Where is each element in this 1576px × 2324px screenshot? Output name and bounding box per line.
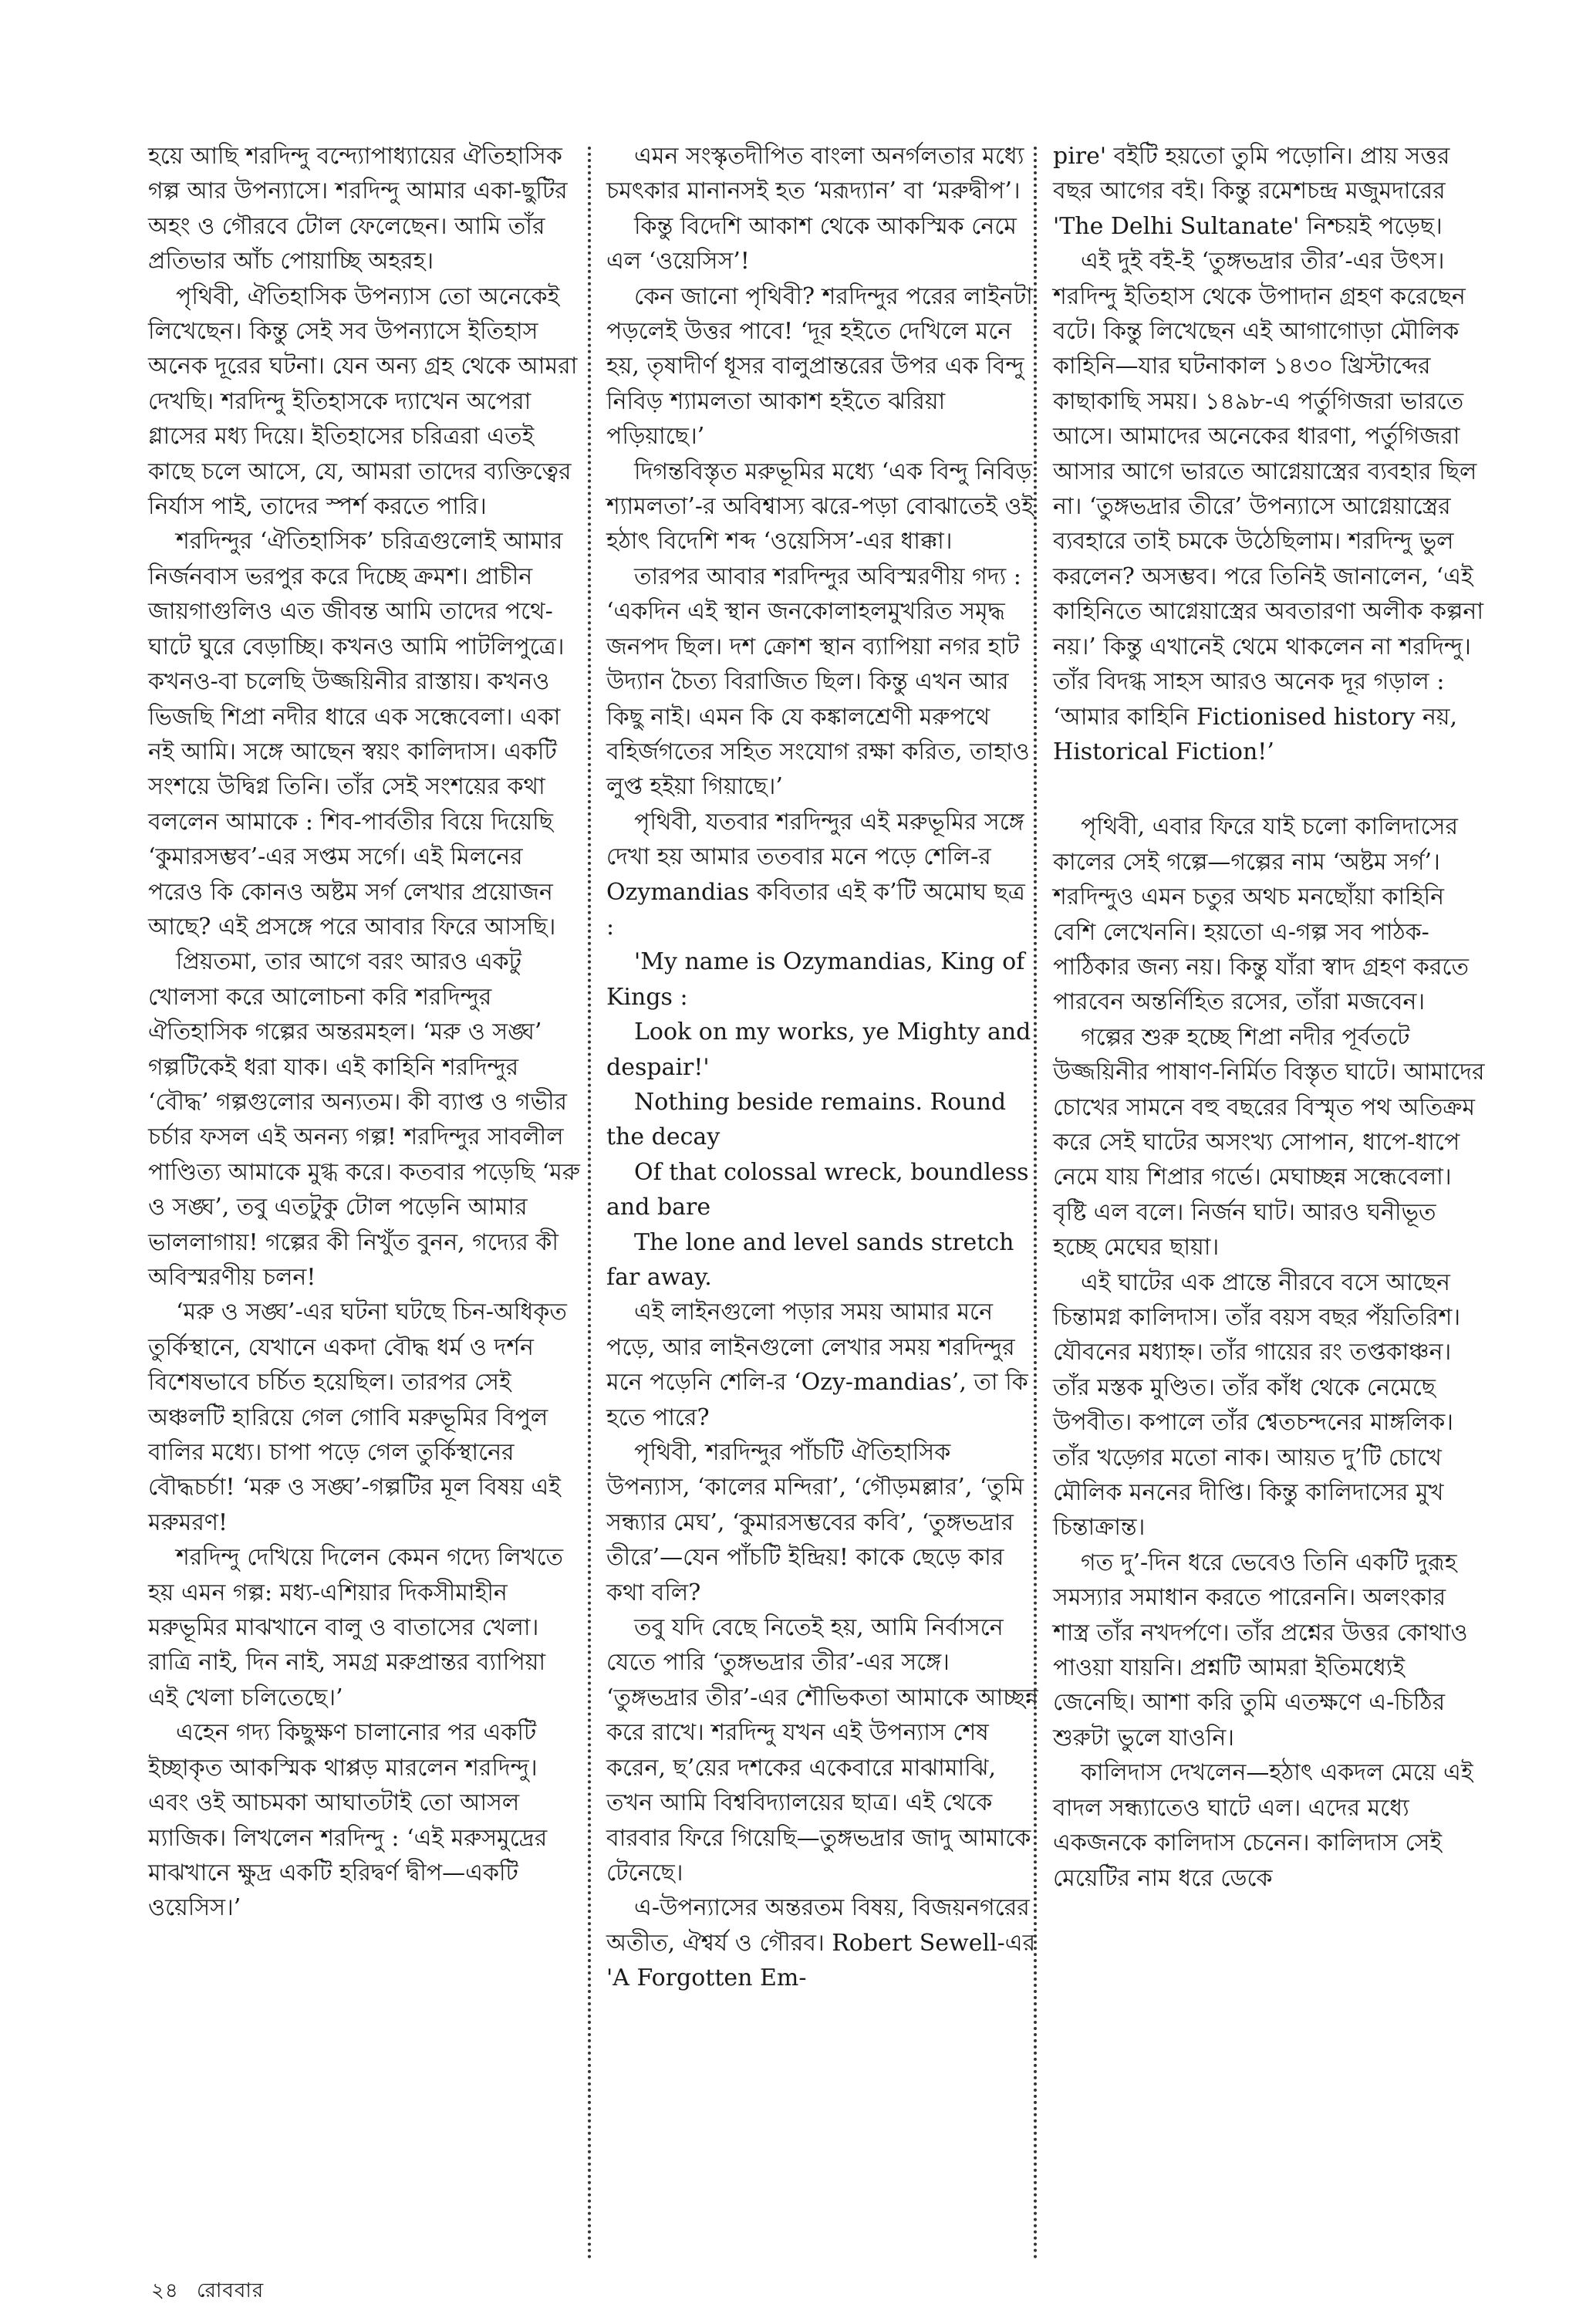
magazine-name: রোববার: [197, 2279, 265, 2302]
paragraph: এই ঘাটের এক প্রান্তে নীরবে বসে আছেন চিন্তামগ্ন কালিদাস। তাঁর বয়স বছর পঁয়তিরিশ। যৌবনের মধ্যাহ্ন। তাঁর গায়ের রং তপ্তকাঞ্চন। তাঁর মস্তক মুণ্ডিত। তাঁর কাঁধ থেকে নেমেছে উপবীত। কপালে তাঁর শ্বেতচন্দনের মাঙ্গলিক। তাঁর খড়্গের মতো নাক। আয়ত দু’টি চোখে মৌলিক মননের দীপ্তি। কিন্তু কালিদাসের মুখ চিন্তাক্রান্ত।: [1053, 1268, 1461, 1542]
paragraph: পৃথিবী, শরদিন্দুর পাঁচটি ঐতিহাসিক উপন্যাস, ‘কালের মন্দিরা’, ‘গৌড়মল্লার’, ‘তুমি সন্ধ্যার মেঘ’, ‘কুমারসম্ভবের কবি’, ‘তুঙ্গভদ্রার তীরে’—যেন পাঁচটি ইন্দ্রিয়! কাকে ছেড়ে কার কথা বলি?: [606, 1439, 1024, 1606]
poem-line: Of that colossal wreck, boundless and bare: [606, 1158, 1029, 1221]
poem-line: The lone and level sands stretch far away.: [606, 1228, 1014, 1291]
text-column-1: [148, 139, 580, 1926]
paragraph: তারপর আবার শরদিন্দুর অবিস্মরণীয় গদ্য : ‘একদিন এই স্থান জনকোলাহলমুখরিত সমৃদ্ধ জনপদ ছিল। দশ ক্রোশ স্থান ব্যাপিয়া নগর হাট উদ্যান চৈত্য বিরাজিত ছিল। কিন্তু এখন আর কিছু নাই। এমন কি যে কঙ্কালশ্রেণী মরুপথে বহির্জগতের সহিত সংযোগ রক্ষা করিত, তাহাও লুপ্ত হইয়া গিয়াছে।’: [606, 562, 1030, 801]
text-column-3: [1053, 139, 1485, 1896]
paragraph: এমন সংস্কৃতদীপিত বাংলা অনর্গলতার মধ্যে চমৎকার মানানসই হত ‘মরূদ্যান’ বা ‘মরুদ্বীপ’।: [606, 143, 1024, 205]
paragraph: পৃথিবী, যতবার শরদিন্দুর এই মরুভূমির সঙ্গে দেখা হয় আমার ততবার মনে পড়ে শেলি-র Ozymandias কবিতার এই ক’টি অমোঘ ছত্র :: [606, 808, 1025, 941]
paragraph: দিগন্তবিস্তৃত মরুভূমির মধ্যে ‘এক বিন্দু নিবিড় শ্যামলতা’-র অবিশ্বাস্য ঝরে-পড়া বোঝাতেই ওই হঠাৎ বিদেশি শব্দ ‘ওয়েসিস’-এর ধাক্কা।: [606, 458, 1034, 556]
paragraph: এই লাইনগুলো পড়ার সময় আমার মনে পড়ে, আর লাইনগুলো লেখার সময় শরদিন্দুর মনে পড়েনি শেলি-র ‘Ozy-mandias’, তা কি হতে পারে?: [606, 1299, 1028, 1431]
paragraph: গত দু’-দিন ধরে ভেবেও তিনি একটি দুরূহ সমস্যার সমাধান করতে পারেননি। অলংকার শাস্ত্র তাঁর নখদর্পণে। তাঁর প্রশ্নের উত্তর কোথাও পাওয়া যায়নি। প্রশ্নটি আমরা ইতিমধ্যেই জেনেছি। আশা করি তুমি এতক্ষণে এ-চিঠির শুরুটা ভুলে যাওনি।: [1053, 1549, 1468, 1751]
paragraph: কালিদাস দেখলেন—হঠাৎ একদল মেয়ে এই বাদল সন্ধ্যাতেও ঘাটে এল। এদের মধ্যে একজনকে কালিদাস চেনেন। কালিদাস সেই মেয়েটির নাম ধরে ডেকে: [1053, 1759, 1473, 1892]
column-divider: [1034, 147, 1037, 2261]
paragraph: pire' বইটি হয়তো তুমি পড়োনি। প্রায় সত্তর বছর আগের বই। কিন্তু রমেশচন্দ্র মজুমদারের 'The Delhi Sultanate' নিশ্চয়ই পড়েছ।: [1053, 143, 1450, 240]
paragraph: কেন জানো পৃথিবী? শরদিন্দুর পরের লাইনটা পড়লেই উত্তর পাবে! ‘দূর হইতে দেখিলে মনে হয়, তৃষাদীর্ণ ধূসর বালুপ্রান্তরের উপর এক বিন্দু নিবিড় শ্যামলতা আকাশ হইতে ঝরিয়া পড়িয়াছে।’: [606, 282, 1033, 451]
poem-line: Look on my works, ye Mighty and despair!': [606, 1018, 1031, 1081]
paragraph: এ-উপন্যাসের অন্তরতম বিষয়, বিজয়নগরের অতীত, ঐশ্বর্য ও গৌরব। Robert Sewell-এর 'A Forgotten Em-: [606, 1894, 1036, 1992]
paragraph: হয়ে আছি শরদিন্দু বন্দ্যোপাধ্যায়ের ঐতিহাসিক গল্প আর উপন্যাসে। শরদিন্দু আমার একা-ছুটির অহং ও গৌরবে টোল ফেলেছেন। আমি তাঁর প্রতিভার আঁচ পোয়াচ্ছি অহরহ।: [148, 143, 568, 275]
poem-line: Nothing beside remains. Round the decay: [606, 1088, 1007, 1151]
section-paragraph: পৃথিবী, এবার ফিরে যাই চলো কালিদাসের কালের সেই গল্পে—গল্পের নাম ‘অষ্টম সর্গ’। শরদিন্দুও এমন চতুর অথচ মনছোঁয়া কাহিনি বেশি লেখেননি। হয়তো এ-গল্প সব পাঠক-পাঠিকার জন্য নয়। কিন্তু যাঁরা স্বাদ গ্রহণ করতে পারবেন অন্তর্নিহিত রসের, তাঁরা মজবেন।: [1053, 813, 1469, 1016]
paragraph: পৃথিবী, ঐতিহাসিক উপন্যাস তো অনেকেই লিখেছেন। কিন্তু সেই সব উপন্যাসে ইতিহাস অনেক দূরের ঘটনা। যেন অন্য গ্রহ থেকে আমরা দেখছি। শরদিন্দু ইতিহাসকে দ্যাখেন অপেরা গ্লাসের মধ্য দিয়ে। ইতিহাসের চরিত্ররা এতই কাছে চলে আসে, যে, আমরা তাদের ব্যক্তিত্বের নির্যাস পাই, তাদের স্পর্শ করতে পারি।: [148, 282, 578, 521]
paragraph: তবু যদি বেছে নিতেই হয়, আমি নির্বাসনে যেতে পারি ‘তুঙ্গভদ্রার তীর’-এর সঙ্গে। ‘তুঙ্গভদ্রার তীর’-এর শৌভিকতা আমাকে আচ্ছন্ন করে রাখে। শরদিন্দু যখন এই উপন্যাস শেষ করেন, ছ’য়ের দশকের একেবারে মাঝামাঝি, তখন আমি বিশ্ববিদ্যালয়ের ছাত্র। এই থেকে বারবার ফিরে গিয়েছি—তুঙ্গভদ্রার জাদু আমাকে টেনেছে।: [606, 1614, 1038, 1887]
page-footer: [151, 2275, 275, 2309]
paragraph: ‘মরু ও সঙ্ঘ’-এর ঘটনা ঘটছে চিন-অধিকৃত তুর্কিস্থানে, যেখানে একদা বৌদ্ধ ধর্ম ও দর্শন বিশেষভাবে চর্চিত হয়েছিল। তারপর সেই অঞ্চলটি হারিয়ে গেল গোবি মরুভূমির বিপুল বালির মধ্যে। চাপা পড়ে গেল তুর্কিস্থানের বৌদ্ধচর্চা! ‘মরু ও সঙ্ঘ’-গল্পটির মূল বিষয় এই মরুমরণ!: [148, 1299, 567, 1536]
paragraph: শরদিন্দু দেখিয়ে দিলেন কেমন গদ্যে লিখতে হয় এমন গল্প: মধ্য-এশিয়ার দিকসীমাহীন মরুভূমির মাঝখানে বালু ও বাতাসের খেলা। রাত্রি নাই, দিন নাই, সমগ্র মরুপ্রান্তর ব্যাপিয়া এই খেলা চলিতেছে।’: [148, 1544, 564, 1711]
paragraph: এই দুই বই-ই ‘তুঙ্গভদ্রার তীর’-এর উৎস। শরদিন্দু ইতিহাস থেকে উপাদান গ্রহণ করেছেন বটে। কিন্তু লিখেছেন এই আগাগোড়া মৌলিক কাহিনি—যার ঘটনাকাল ১৪৩০ খ্রিস্টাব্দের কাছাকাছি সময়। ১৪৯৮-এ পর্তুগিজরা ভারতে আসে। আমাদের অনেকের ধারণা, পর্তুগিজরা আসার আগে ভারতে আগ্নেয়াস্ত্রের ব্যবহার ছিল না। ‘তুঙ্গভদ্রার তীরে’ উপন্যাসে আগ্নেয়াস্ত্রের ব্যবহারে তাই চমকে উঠেছিলাম। শরদিন্দু ভুল করলেন? অসম্ভব। পরে তিনিই জানালেন, ‘এই কাহিনিতে আগ্নেয়াস্ত্রের অবতারণা অলীক কল্পনা নয়।’ কিন্তু এখানেই থেমে থাকলেন না শরদিন্দু। তাঁর বিদগ্ধ সাহস আরও অনেক দূর গড়াল : ‘আমার কাহিনি Fictionised history নয়, Historical Fiction!’: [1053, 248, 1484, 765]
paragraph: কিন্তু বিদেশি আকাশ থেকে আকস্মিক নেমে এল ‘ওয়েসিস’!: [606, 212, 1017, 275]
page-number: ২৪: [151, 2279, 179, 2302]
paragraph: প্রিয়তমা, তার আগে বরং আরও একটু খোলসা করে আলোচনা করি শরদিন্দুর ঐতিহাসিক গল্পের অন্তরমহল। ‘মরু ও সঙ্ঘ’ গল্পটিকেই ধরা যাক। এই কাহিনি শরদিন্দুর ‘বৌদ্ধ’ গল্পগুলোর অন্যতম। কী ব্যাপ্ত ও গভীর চর্চার ফসল এই অনন্য গল্প! শরদিন্দুর সাবলীল পাণ্ডিত্য আমাকে মুগ্ধ করে। কতবার পড়েছি ‘মরু ও সঙ্ঘ’, তবু এতটুকু টোল পড়েনি আমার ভাললাগায়! গল্পের কী নিখুঁত বুনন, গদ্যের কী অবিস্মরণীয় চলন!: [148, 948, 580, 1291]
paragraph: গল্পের শুরু হচ্ছে শিপ্রা নদীর পূর্বতটে উজ্জয়িনীর পাষাণ-নির্মিত বিস্তৃত ঘাটে। আমাদের চোখের সামনে বহু বছরের বিস্মৃত পথ অতিক্রম করে সেই ঘাটের অসংখ্য সোপান, ধাপে-ধাপে নেমে যায় শিপ্রার গর্ভে। মেঘাচ্ছন্ন সন্ধেবেলা। বৃষ্টি এল বলে। নির্জন ঘাট। আরও ঘনীভূত হচ্ছে মেঘের ছায়া।: [1053, 1023, 1485, 1262]
text-column-2: [606, 139, 1038, 1996]
paragraph: এহেন গদ্য কিছুক্ষণ চালানোর পর একটি ইচ্ছাকৃত আকস্মিক থাপ্পড় মারলেন শরদিন্দু। এবং ওই আচমকা আঘাতটাই তো আসল ম্যাজিক। লিখলেন শরদিন্দু : ‘এই মরুসমুদ্রের মাঝখানে ক্ষুদ্র একটি হরিদ্বর্ণ দ্বীপ—একটি ওয়েসিস।’: [148, 1719, 548, 1922]
poem-line: 'My name is Ozymandias, King of Kings :: [606, 948, 1025, 1011]
paragraph: শরদিন্দুর ‘ঐতিহাসিক’ চরিত্রগুলোই আমার নির্জনবাস ভরপুর করে দিচ্ছে ক্রমশ। প্রাচীন জায়গাগুলিও এত জীবন্ত আমি তাদের পথে-ঘাটে ঘুরে বেড়াচ্ছি। কখনও আমি পাটলিপুত্রে। কখনও-বা চলেছি উজ্জয়িনীর রাস্তায়। কখনও ভিজছি শিপ্রা নদীর ধারে এক সন্ধেবেলা। একা নই আমি। সঙ্গে আছেন স্বয়ং কালিদাস। একটি সংশয়ে উদ্বিগ্ন তিনি। তাঁর সেই সংশয়ের কথা বললেন আমাকে : শিব-পার্বতীর বিয়ে দিয়েছি ‘কুমারসম্ভব’-এর সপ্তম সর্গে। এই মিলনের পরেও কি কোনও অষ্টম সর্গ লেখার প্রয়োজন আছে? এই প্রসঙ্গে পরে আবার ফিরে আসছি।: [148, 528, 565, 941]
column-divider: [588, 147, 591, 2261]
